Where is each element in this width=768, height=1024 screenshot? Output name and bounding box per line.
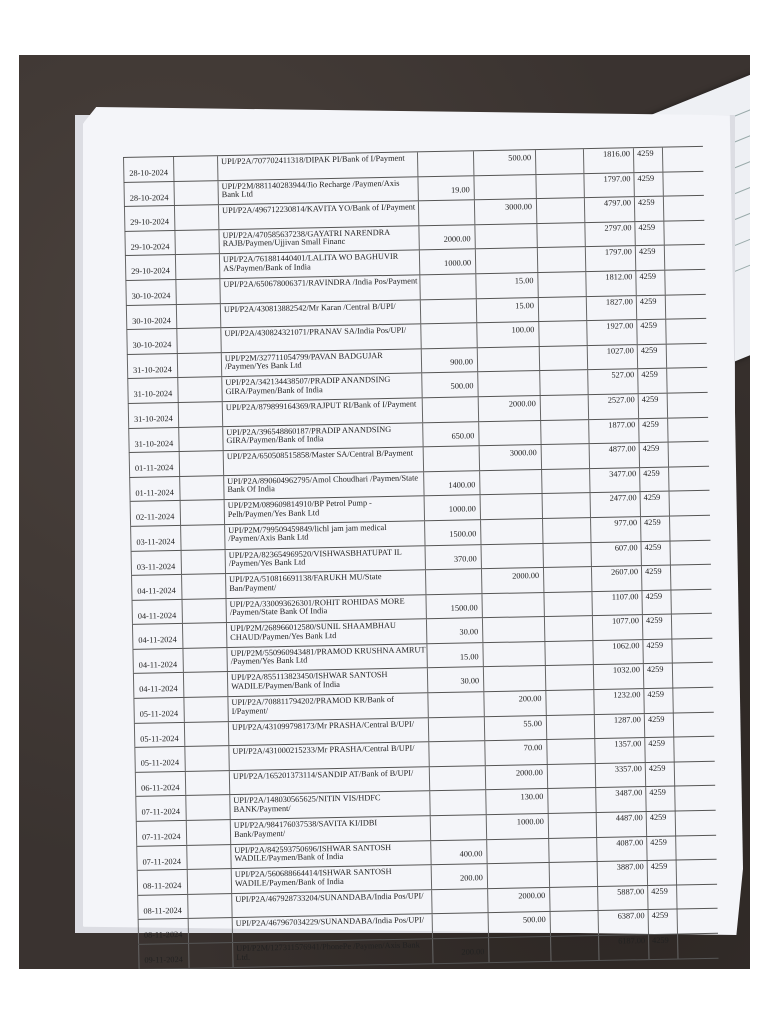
- blank-cell: [550, 936, 598, 961]
- blank-cell: [541, 469, 589, 494]
- txn-balance: 3487.00: [595, 788, 645, 813]
- txn-debit: 15.00: [426, 643, 482, 668]
- txn-debit: [420, 299, 476, 324]
- txn-date: 04-11-2024: [132, 624, 182, 649]
- txn-description: UPI/P2A/984176037538/SAVITA KI/IDBI Bank/Payment/: [230, 816, 430, 843]
- txn-balance: 2527.00: [588, 394, 638, 419]
- txn-account-code: 4259: [646, 836, 676, 860]
- txn-description: UPI/P2M/089609814910/BP Petrol Pump - Pelh/Paymen/Yes Bank Ltd: [224, 497, 424, 524]
- txn-account-code: 4259: [639, 467, 669, 491]
- txn-balance: 607.00: [590, 542, 640, 567]
- txn-credit: 2000.00: [487, 888, 549, 913]
- txn-description: UPI/P2A/650678006371/RAVINDRA /India Pos/Payment: [219, 275, 419, 302]
- txn-credit: 200.00: [483, 691, 545, 716]
- blank-cell: [550, 911, 598, 936]
- txn-balance: 2477.00: [590, 492, 640, 517]
- blank-cell: [544, 616, 592, 641]
- txn-balance: 1927.00: [586, 320, 636, 345]
- txn-account-code: 4259: [642, 615, 672, 639]
- txn-date: 31-10-2024: [127, 378, 177, 403]
- txn-date: 03-11-2024: [131, 550, 181, 575]
- txn-description: UPI/P2A/890604962795/Amol Choudhari /Paymen/State Bank Of India: [223, 472, 423, 499]
- txn-balance: 1032.00: [593, 665, 643, 690]
- txn-account-code: 4259: [640, 516, 670, 540]
- blank-cell: [540, 395, 588, 420]
- txn-date: 29-10-2024: [124, 231, 174, 256]
- txn-debit: 650.00: [422, 422, 478, 447]
- txn-date: 05-11-2024: [134, 723, 184, 748]
- blank-cell: [538, 321, 586, 346]
- txn-description: UPI/P2A/650508515858/Master SA/Central B/Payment: [223, 447, 423, 474]
- blank-cell: [535, 149, 583, 174]
- txn-credit: [487, 863, 549, 888]
- txn-date: 31-10-2024: [128, 428, 178, 453]
- txn-account-code: 4259: [648, 910, 678, 934]
- blank-cell: [174, 205, 218, 229]
- txn-credit: 3000.00: [474, 199, 536, 224]
- txn-date: 04-11-2024: [132, 600, 182, 625]
- blank-cell: [181, 574, 225, 598]
- blank-cell: [547, 788, 595, 813]
- txn-account-code: 4259: [638, 394, 668, 418]
- txn-balance: 1027.00: [587, 345, 637, 370]
- txn-credit: 130.00: [485, 789, 547, 814]
- txn-account-code: 4259: [648, 934, 678, 958]
- txn-date: 05-11-2024: [134, 747, 184, 772]
- blank-cell: [536, 223, 584, 248]
- blank-cell: [183, 673, 227, 697]
- txn-account-code: 4259: [634, 221, 664, 245]
- blank-cell: [183, 697, 227, 721]
- txn-description: UPI/P2A/165201373114/SANDIP AT/Bank of B/UPI/: [229, 767, 429, 794]
- txn-account-code: 4259: [644, 738, 674, 762]
- txn-account-code: 4259: [641, 566, 671, 590]
- txn-date: 29-10-2024: [125, 255, 175, 280]
- txn-date: 04-11-2024: [132, 649, 182, 674]
- blank-cell: [543, 592, 591, 617]
- txn-date: 08-11-2024: [137, 870, 187, 895]
- txn-debit: [422, 397, 478, 422]
- blank-cell: [541, 444, 589, 469]
- txn-debit: [431, 889, 487, 914]
- txn-balance: 6387.00: [598, 910, 648, 935]
- txn-debit: 19.00: [417, 176, 473, 201]
- txn-description: UPI/P2A/761881440401/LALITA WO BAGHUVIR AS/Paymen/Bank of India: [219, 251, 419, 278]
- txn-balance: 1107.00: [591, 591, 641, 616]
- txn-account-code: 4259: [646, 812, 676, 836]
- txn-balance: 4087.00: [596, 837, 646, 862]
- txn-debit: [427, 692, 483, 717]
- blank-cell: [549, 887, 597, 912]
- txn-balance: 5887.00: [597, 886, 647, 911]
- txn-debit: 500.00: [421, 373, 477, 398]
- txn-debit: 1400.00: [423, 471, 479, 496]
- txn-debit: 900.00: [421, 348, 477, 373]
- txn-balance: 1797.00: [583, 173, 633, 198]
- txn-debit: 1500.00: [424, 520, 480, 545]
- blank-cell: [182, 623, 226, 647]
- blank-cell: [181, 550, 225, 574]
- txn-date: 30-10-2024: [126, 305, 176, 330]
- txn-balance: 3887.00: [597, 861, 647, 886]
- txn-account-code: 4259: [640, 492, 670, 516]
- txn-balance: 1062.00: [592, 640, 642, 665]
- blank-cell: [549, 862, 597, 887]
- blank-cell: [548, 813, 596, 838]
- txn-credit: [488, 937, 550, 962]
- txn-description: UPI/P2A/560688664414/ISHWAR SANTOSH WADILE/Paymen/Bank of India: [231, 865, 431, 892]
- txn-description: UPI/P2M/881140283944/Jio Recharge /Paymen/Axis Bank Ltd: [217, 177, 417, 204]
- blank-cell: [184, 722, 228, 746]
- txn-credit: [482, 617, 544, 642]
- txn-account-code: 4259: [643, 689, 673, 713]
- txn-description: UPI/P2A/510816691138/FARUKH MU/State Ban/Payment/: [225, 570, 425, 597]
- blank-cell: [175, 255, 219, 279]
- blank-cell: [180, 525, 224, 549]
- txn-account-code: 4259: [633, 148, 663, 172]
- txn-description: UPI/P2A/823654969520/VISHWASBHATUPAT IL /Paymen/Yes Bank Ltd: [225, 546, 425, 573]
- txn-balance: 1077.00: [592, 615, 642, 640]
- txn-date: 31-10-2024: [128, 403, 178, 428]
- txn-credit: 70.00: [484, 740, 546, 765]
- txn-account-code: 4259: [638, 418, 668, 442]
- blank-cell: [540, 420, 588, 445]
- blank-cell: [185, 796, 229, 820]
- txn-balance: 1797.00: [585, 247, 635, 272]
- blank-cell: [173, 181, 217, 205]
- blank-cell: [187, 869, 231, 893]
- txn-account-code: 4259: [647, 861, 677, 885]
- txn-credit: 2000.00: [485, 765, 547, 790]
- txn-balance: 1827.00: [586, 296, 636, 321]
- blank-cell: [182, 599, 226, 623]
- txn-credit: 500.00: [488, 912, 550, 937]
- txn-description: UPI/P2M/127311576941/PhonePe /Paymen/Axis Bank Ltd.: [232, 939, 432, 966]
- txn-description: UPI/P2A/842593750696/ISHWAR SANTOSH WADILE/Paymen/Bank of India: [230, 841, 430, 868]
- txn-date: 28-10-2024: [123, 157, 173, 182]
- txn-date: 05-11-2024: [133, 698, 183, 723]
- txn-description: UPI/P2A/430824321071/PRANAV SA/India Pos/UPI/: [220, 324, 420, 351]
- txn-date: 29-10-2024: [124, 206, 174, 231]
- blank-cell: [188, 943, 232, 967]
- blank-cell: [176, 328, 220, 352]
- txn-credit: 2000.00: [481, 568, 543, 593]
- txn-balance: 527.00: [587, 370, 637, 395]
- blank-cell: [177, 377, 221, 401]
- txn-balance: 977.00: [590, 517, 640, 542]
- blank-cell: [187, 894, 231, 918]
- blank-cell: [176, 304, 220, 328]
- blank-cell: [179, 476, 223, 500]
- txn-date: 07-11-2024: [136, 821, 186, 846]
- txn-balance: 1357.00: [594, 738, 644, 763]
- txn-date: 06-11-2024: [135, 772, 185, 797]
- txn-description: UPI/P2A/430813882542/Mr Karan /Central B/UPI/: [220, 300, 420, 327]
- txn-credit: 55.00: [484, 716, 546, 741]
- txn-debit: 30.00: [427, 668, 483, 693]
- txn-debit: [429, 791, 485, 816]
- txn-description: UPI/P2A/342134438507/PRADIP ANANDSING GIRA/Paymen/Bank of India: [221, 374, 421, 401]
- blank-cell: [544, 641, 592, 666]
- blank-cell: [537, 272, 585, 297]
- txn-balance: 6187.00: [598, 935, 648, 960]
- txn-description: UPI/P2M/799509459849/lichl jam jam medical /Paymen/Axis Bank Ltd: [224, 521, 424, 548]
- txn-description: UPI/P2A/431099798173/Mr PRASHA/Central B/UPI/: [228, 718, 428, 745]
- txn-account-code: 4259: [637, 344, 667, 368]
- txn-account-code: 4259: [633, 172, 663, 196]
- txn-description: UPI/P2A/708811794202/PRAMOD KR/Bank of I/Payment/: [227, 693, 427, 720]
- blank-cell: [542, 518, 590, 543]
- txn-balance: 1816.00: [583, 148, 633, 173]
- txn-account-code: 4259: [639, 443, 669, 467]
- blank-cell: [188, 918, 232, 942]
- txn-credit: [478, 421, 540, 446]
- blank-cell: [179, 451, 223, 475]
- txn-debit: 370.00: [425, 545, 481, 570]
- txn-debit: 1000.00: [419, 250, 475, 275]
- blank-cell: [178, 402, 222, 426]
- blank-cell: [545, 690, 593, 715]
- txn-debit: 30.00: [426, 618, 482, 643]
- txn-credit: [481, 593, 543, 618]
- blank-cell: [535, 174, 583, 199]
- txn-debit: [423, 446, 479, 471]
- txn-date: 28-10-2024: [123, 182, 173, 207]
- txn-account-code: 4259: [636, 320, 666, 344]
- txn-balance: 3357.00: [595, 763, 645, 788]
- blank-cell: [175, 279, 219, 303]
- blank-cell: [180, 500, 224, 524]
- txn-credit: [480, 494, 542, 519]
- txn-balance: 1877.00: [588, 419, 638, 444]
- blank-cell: [546, 715, 594, 740]
- txn-account-code: 4259: [635, 246, 665, 270]
- txn-account-code: 4259: [636, 295, 666, 319]
- txn-debit: [432, 914, 488, 939]
- txn-debit: [419, 274, 475, 299]
- blank-cell: [538, 297, 586, 322]
- txn-date: 31-10-2024: [127, 354, 177, 379]
- txn-debit: [425, 569, 481, 594]
- txn-credit: 15.00: [476, 298, 538, 323]
- txn-date: 04-11-2024: [131, 575, 181, 600]
- blank-cell: [537, 248, 585, 273]
- blank-cell: [186, 820, 230, 844]
- txn-credit: 1000.00: [486, 814, 548, 839]
- txn-description: UPI/P2A/470585637238/GAYATRI NARENDRA RAJB/Paymen/Ujjivan Small Financ: [218, 226, 418, 253]
- txn-balance: 2797.00: [584, 222, 634, 247]
- txn-description: UPI/P2A/431000215233/Mr PRASHA/Central B/UPI/: [228, 742, 428, 769]
- txn-account-code: 4259: [643, 664, 673, 688]
- blank-cell: [177, 353, 221, 377]
- txn-balance: 1812.00: [585, 271, 635, 296]
- txn-description: UPI/P2A/496712230814/KAVITA YO/Bank of I/Payment: [218, 202, 418, 229]
- txn-account-code: 4259: [641, 590, 671, 614]
- txn-account-code: 4259: [642, 639, 672, 663]
- txn-description: UPI/P2M/550960943481/PRAMOD KRUSHNA AMRUT /Paymen/Yes Bank Ltd: [226, 644, 426, 671]
- statement-table: [123, 146, 718, 969]
- txn-credit: 15.00: [475, 273, 537, 298]
- txn-balance: 1232.00: [593, 689, 643, 714]
- blank-cell: [185, 771, 229, 795]
- blank-cell: [174, 230, 218, 254]
- blank-cell: [178, 427, 222, 451]
- blank-cell: [546, 739, 594, 764]
- txn-description: UPI/P2M/327711054799/PAVAN BADGUJAR /Paymen/Yes Bank Ltd: [221, 349, 421, 376]
- txn-credit: [477, 371, 539, 396]
- blank-cell: [545, 666, 593, 691]
- txn-date: 07-11-2024: [136, 846, 186, 871]
- txn-date: 04-11-2024: [133, 673, 183, 698]
- txn-credit: [475, 248, 537, 273]
- txn-credit: 2000.00: [478, 396, 540, 421]
- txn-date: 07-11-2024: [135, 796, 185, 821]
- txn-account-code: 4259: [635, 271, 665, 295]
- txn-credit: [483, 666, 545, 691]
- txn-date: 01-11-2024: [129, 452, 179, 477]
- txn-debit: [428, 717, 484, 742]
- txn-debit: [429, 766, 485, 791]
- txn-account-code: 4259: [640, 541, 670, 565]
- txn-debit: [420, 323, 476, 348]
- txn-credit: [474, 224, 536, 249]
- blank-cell: [536, 198, 584, 223]
- txn-balance: 4487.00: [596, 812, 646, 837]
- txn-debit: 200.00: [432, 938, 488, 963]
- txn-debit: 1000.00: [424, 496, 480, 521]
- txn-description: UPI/P2A/879899164369/RAJPUT RI/Bank of I/Payment: [222, 398, 422, 425]
- txn-date: 08-11-2024: [138, 919, 188, 944]
- txn-account-code: 4259: [637, 369, 667, 393]
- txn-balance: 4797.00: [584, 197, 634, 222]
- txn-credit: [479, 470, 541, 495]
- blank-cell: [182, 648, 226, 672]
- txn-description: UPI/P2A/396548860187/PRADIP ANANDSING GIRA/Paymen/Bank of India: [222, 423, 422, 450]
- txn-credit: [486, 839, 548, 864]
- txn-debit: [428, 741, 484, 766]
- txn-date: 02-11-2024: [130, 501, 180, 526]
- txn-debit: 200.00: [431, 864, 487, 889]
- txn-description: UPI/P2A/330093626301/ROHIT ROHIDAS MORE /Paymen/State Bank Of India: [226, 595, 426, 622]
- txn-credit: [477, 347, 539, 372]
- blank-cell: [539, 370, 587, 395]
- txn-balance: 2607.00: [591, 566, 641, 591]
- txn-date: 08-11-2024: [137, 895, 187, 920]
- txn-debit: [417, 151, 473, 176]
- txn-debit: 2000.00: [418, 225, 474, 250]
- txn-date: 30-10-2024: [125, 280, 175, 305]
- txn-description: UPI/P2A/148030565625/NITIN VIS/HDFC BANK/Payment/: [229, 792, 429, 819]
- txn-description: UPI/P2A/467967034229/SUNANDABA/India Pos/UPI/: [232, 915, 432, 942]
- txn-date: 01-11-2024: [129, 477, 179, 502]
- txn-description: UPI/P2M/268966012580/SUNIL SHAAMBHAU CHAUD/Paymen/Yes Bank Ltd: [226, 620, 426, 647]
- blank-cell: [542, 543, 590, 568]
- txn-balance: 3477.00: [589, 468, 639, 493]
- txn-date: 09-11-2024: [138, 944, 188, 969]
- txn-description: UPI/P2A/467928733204/SUNANDABA/India Pos/UPI/: [231, 890, 431, 917]
- txn-account-code: 4259: [645, 787, 675, 811]
- txn-credit: [481, 544, 543, 569]
- txn-account-code: 4259: [647, 885, 677, 909]
- txn-credit: 3000.00: [479, 445, 541, 470]
- txn-account-code: 4259: [645, 762, 675, 786]
- blank-cell: [173, 156, 217, 180]
- blank-cell: [186, 845, 230, 869]
- blank-cell: [539, 346, 587, 371]
- blank-cell: [542, 493, 590, 518]
- txn-account-code: 4259: [634, 197, 664, 221]
- txn-credit: [482, 642, 544, 667]
- txn-description: UPI/P2A/707702411318/DIPAK PI/Bank of I/Payment: [217, 152, 417, 179]
- txn-debit: 400.00: [430, 840, 486, 865]
- txn-debit: [430, 815, 486, 840]
- txn-credit: [480, 519, 542, 544]
- txn-credit: 500.00: [473, 150, 535, 175]
- txn-date: 30-10-2024: [126, 329, 176, 354]
- txn-description: UPI/P2A/855113823450/ISHWAR SANTOSH WADILE/Paymen/Bank of India: [227, 669, 427, 696]
- txn-debit: [418, 200, 474, 225]
- photo-background: [19, 55, 750, 969]
- txn-credit: 100.00: [476, 322, 538, 347]
- txn-credit: [473, 175, 535, 200]
- blank-cell: [543, 567, 591, 592]
- txn-balance: 1287.00: [594, 714, 644, 739]
- txn-account-code: 4259: [644, 713, 674, 737]
- blank-cell: [547, 764, 595, 789]
- txn-debit: 1500.00: [425, 594, 481, 619]
- blank-cell: [184, 746, 228, 770]
- txn-balance: 4877.00: [589, 443, 639, 468]
- txn-date: 03-11-2024: [130, 526, 180, 551]
- blank-cell: [548, 838, 596, 863]
